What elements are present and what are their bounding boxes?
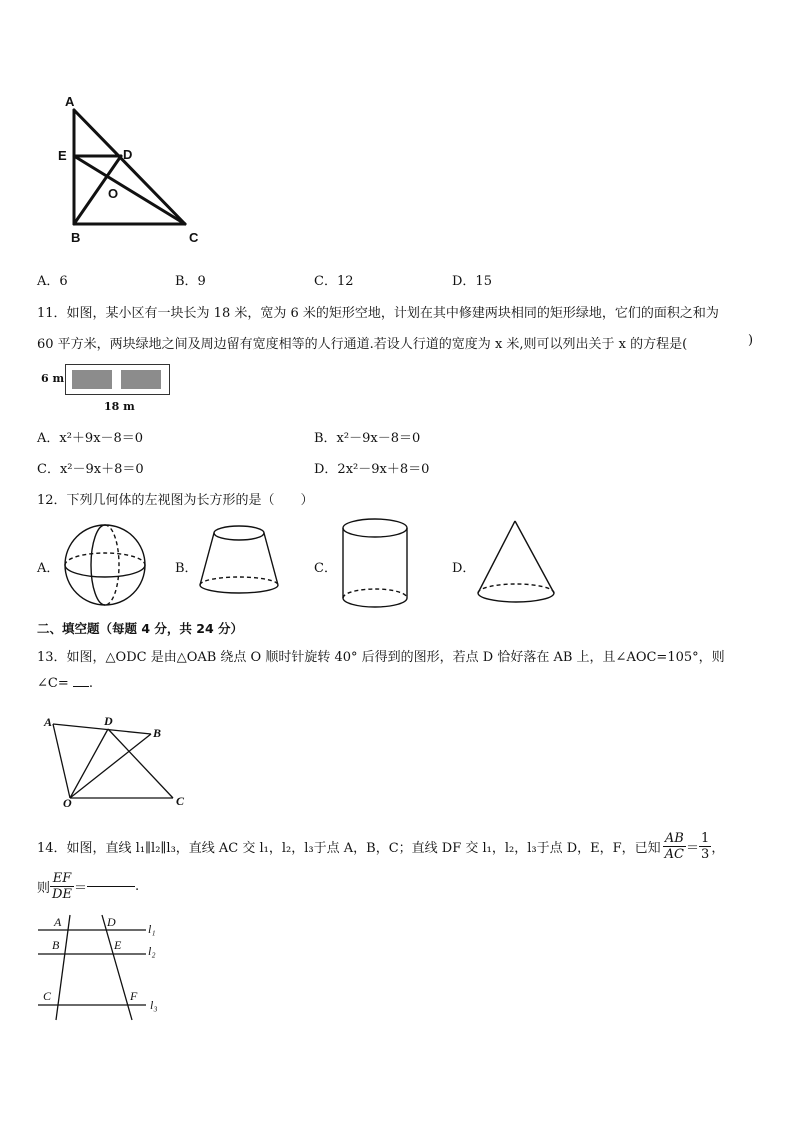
- cylinder-icon: [339, 516, 411, 612]
- q14-ask-prefix: 则: [37, 880, 51, 896]
- q13-answer-blank[interactable]: [73, 686, 89, 687]
- q10-label-d: D: [123, 147, 133, 162]
- q13-angle-c: ∠C=: [37, 676, 69, 691]
- q13-label-o: O: [63, 796, 72, 810]
- q14-ask-numerator: EF: [50, 871, 74, 887]
- q14-ask-denominator: DE: [52, 886, 72, 902]
- q13-stem-line1: 13．如图，△ODC 是由△OAB 绕点 O 顺时针旋转 40° 后得到的图形，若点 D 恰好落在 AB 上，且∠AOC=105°，则: [37, 650, 725, 665]
- q14-label-b: B: [52, 938, 60, 952]
- q10-option-b: B．9: [175, 274, 206, 289]
- q12-option-b-label: B．: [175, 561, 198, 576]
- q14-given-fraction: [663, 831, 686, 862]
- q14-label-l3: l₃: [150, 998, 158, 1012]
- q14-label-d: D: [107, 915, 116, 929]
- q13-label-b: B: [153, 726, 162, 740]
- q11-stem-line2: 60 平方米，两块绿地之间及周边留有宽度相等的人行通道.若设人行道的宽度为 x 米,则可以列出关于 x 的方程是(: [37, 337, 688, 352]
- q14-given-numerator: AB: [663, 831, 686, 847]
- q10-triangle-figure: [55, 92, 215, 252]
- q11-green-area-1: [72, 370, 112, 389]
- q14-label-l1: l₁: [148, 922, 156, 936]
- q13-label-c: C: [176, 794, 185, 808]
- q10-label-c: C: [189, 230, 199, 245]
- cone-figure: [474, 518, 560, 608]
- q14-value-denominator: 3: [701, 846, 710, 862]
- sphere-figure: [62, 522, 148, 608]
- cone-icon: [474, 518, 560, 608]
- q14-label-f: F: [130, 989, 138, 1003]
- q13-stem-line2: [37, 676, 93, 691]
- q11-field-figure: [38, 360, 178, 416]
- q14-given-denominator: AC: [664, 846, 685, 862]
- q14-value-fraction: [699, 831, 711, 862]
- q10-label-o: O: [108, 186, 119, 201]
- q13-label-a: A: [44, 715, 53, 729]
- q11-option-b: B．x²－9x－8＝0: [314, 431, 421, 446]
- line-ac: [56, 915, 70, 1020]
- q14-value-numerator: 1: [701, 830, 710, 846]
- q14-label-a: A: [54, 915, 62, 929]
- q14-label-l2: l₂: [148, 944, 156, 958]
- frustum-figure: [196, 524, 282, 596]
- q14-stem-text: 14．如图，直线 l₁∥l₂∥l₃，直线 AC 交 l₁，l₂，l₃于点 A，B，C；直线 DF 交 l₁，l₂，l₃于点 D，E，F，已知: [37, 840, 661, 856]
- q14-ask-fraction: [50, 871, 74, 902]
- q10-triangle-svg: [55, 92, 215, 252]
- q11-width-label: 18 m: [104, 400, 135, 413]
- line-df: [102, 915, 132, 1020]
- q11-option-d: D．2x²－9x＋8＝0: [314, 462, 430, 477]
- q10-label-e: E: [58, 148, 67, 163]
- q10-option-a: A．6: [37, 274, 68, 289]
- q11-green-area-2: [121, 370, 161, 389]
- q13-rotation-figure: [40, 712, 200, 812]
- q14-equals: ＝: [686, 840, 700, 856]
- q10-option-c: C．12: [314, 274, 354, 289]
- q12-stem: 12．下列几何体的左视图为长方形的是（ ）: [37, 493, 314, 508]
- q13-label-d: D: [104, 714, 113, 728]
- sphere-icon: [62, 522, 148, 608]
- q14-stem-line1: [37, 826, 724, 866]
- q14-comma: ，: [711, 840, 725, 856]
- q12-option-a-label: A．: [37, 561, 60, 576]
- q14-stem-line2: [37, 866, 139, 906]
- q13-period: .: [88, 676, 94, 691]
- q11-height-label: 6 m: [41, 372, 65, 385]
- q12-option-c-label: C．: [314, 561, 337, 576]
- q11-stem-line1: 11．如图，某小区有一块长为 18 米，宽为 6 米的矩形空地，计划在其中修建两块相同的矩形绿地，它们的面积之和为: [37, 306, 719, 321]
- q11-option-c: C．x²－9x＋8＝0: [37, 462, 144, 477]
- cylinder-figure: [339, 516, 411, 612]
- q10-label-a: A: [65, 94, 75, 109]
- q14-ask-equals: ＝: [73, 880, 87, 896]
- q10-label-b: B: [71, 230, 81, 245]
- q14-label-e: E: [114, 938, 122, 952]
- q10-option-d: D．15: [452, 274, 492, 289]
- q14-answer-blank[interactable]: [87, 886, 135, 887]
- q11-stem-paren-close: ): [748, 333, 754, 348]
- q14-period: .: [134, 878, 140, 894]
- q11-option-a: A．x²＋9x－8＝0: [37, 431, 144, 446]
- q14-label-c: C: [43, 989, 52, 1003]
- q12-option-d-label: D．: [452, 561, 476, 576]
- q14-parallel-lines-figure: [34, 912, 174, 1024]
- frustum-icon: [196, 524, 282, 596]
- section-title-fill-in: 二、填空题（每题 4 分，共 24 分）: [37, 621, 244, 636]
